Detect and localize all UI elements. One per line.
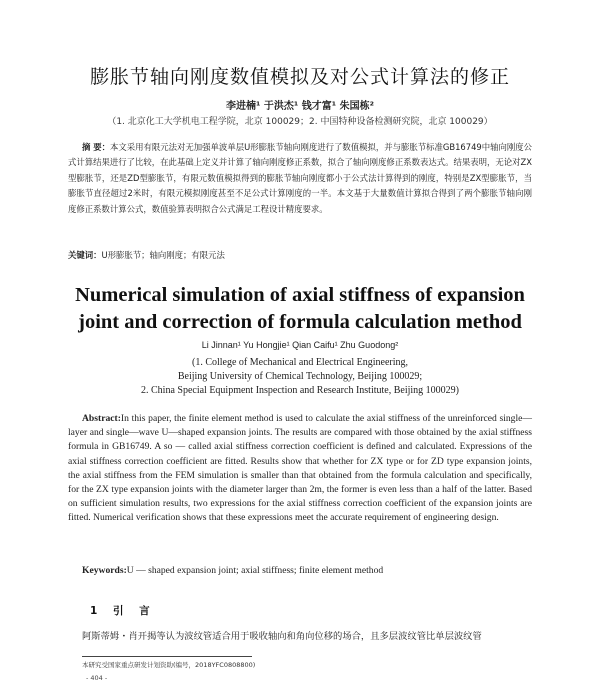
english-affiliation (0, 356, 600, 398)
chinese-title: 膨胀节轴向刚度数值模拟及对公式计算法的修正 (89, 66, 510, 88)
english-abstract (68, 412, 532, 526)
english-keywords (82, 565, 532, 576)
chinese-abstract-text: 本文采用有限元法对无加强单波单层U形膨胀节轴向刚度进行了数值模拟，并与膨胀节标准GB16749中轴向刚度公式计算结果进行了比较，在此基础上定义并计算了轴向刚度修正系数，拟合了轴向刚度修正系数表达式。结果表明，无论对ZX型膨胀节，还是ZD型膨胀节，有限元数值模拟得到的膨胀节轴向刚度都小于公式法计算得到的刚度，特别是ZX型膨胀节，当膨胀节直径超过2米时，有限元模拟刚度甚至不足公式计算刚度的一半。本文基于大量数值计算拟合得到了两个膨胀节轴向刚度修正系数计算公式，数值验算表明拟合公式满足工程设计精度要求。 (68, 142, 532, 214)
chinese-keywords (68, 249, 532, 261)
english-authors: Li Jinnan¹ Yu Hongjie¹ Qian Caifu¹ Zhu Guodong² (201, 340, 399, 350)
chinese-authors: 李进楠¹ 于洪杰¹ 钱才富¹ 朱国栋² (226, 101, 374, 112)
chinese-abstract (68, 140, 532, 217)
funding-footnote: 本研究受国家重点研发计划资助(编号，2018YFC0808800) (82, 661, 256, 669)
chinese-keywords-text: U形膨胀节；轴向刚度；有限元法 (101, 250, 225, 260)
english-affiliation-line-3: 2. China Special Equipment Inspection and Research Institute, Beijing 100029) (141, 385, 459, 396)
english-abstract-text: In this paper, the finite element method is used to calculate the axial stiffness of the unreinforced single—layer and single—wave U—shaped expansion joints. The results are compared with those obtained by the axial stiffness formula in GB16749. A so — called axial stiffness correction coefficient is defined and calculated. Expressions of the axial stiffness correction coefficient are fitted. Results show that whether for ZX type or for ZD type expansion joints, the axial stiffness from the FEM simulation is smaller than that obtained from the formula calculation and specifically, for the ZX type expansion joints with the diameter larger than 2m, the former is even less than a half of the latter. Based on sufficient simulation results, two expressions for the axial stiffness correction coefficient of the expansion joints are fitted. Numerical verification shows that these expressions meet the accurate requirement of engineering design. (68, 413, 532, 524)
english-affiliation-line-2: Beijing University of Chemical Technology, Beijing 100029; (177, 371, 423, 382)
chinese-affiliation: （1. 北京化工大学机电工程学院，北京 100029；2. 中国特种设备检测研究院，北京 100029） (107, 117, 493, 127)
chinese-keywords-label: 关键词： (68, 250, 102, 260)
english-keywords-text: U — shaped expansion joint; axial stiffness; finite element method (126, 565, 384, 576)
english-abstract-label: Abstract: (82, 413, 121, 424)
chinese-abstract-label: 摘 要： (82, 142, 111, 152)
english-title (0, 282, 600, 336)
section-first-line: 阿斯蒂姆・肖开揭等认为波纹管适合用于吸收轴向和角向位移的场合，且多层波纹管比单层波纹管 (82, 631, 482, 642)
english-title-line-1: Numerical simulation of axial stiffness of expansion (75, 284, 525, 306)
page-number: - 404 - (86, 674, 108, 682)
english-affiliation-line-1: (1. College of Mechanical and Electrical Engineering, (191, 357, 409, 368)
footnote-divider (82, 656, 252, 657)
english-title-line-2: joint and correction of formula calculation method (78, 311, 522, 333)
section-heading: 1 引 言 (90, 605, 156, 617)
english-keywords-label: Keywords: (82, 565, 127, 576)
